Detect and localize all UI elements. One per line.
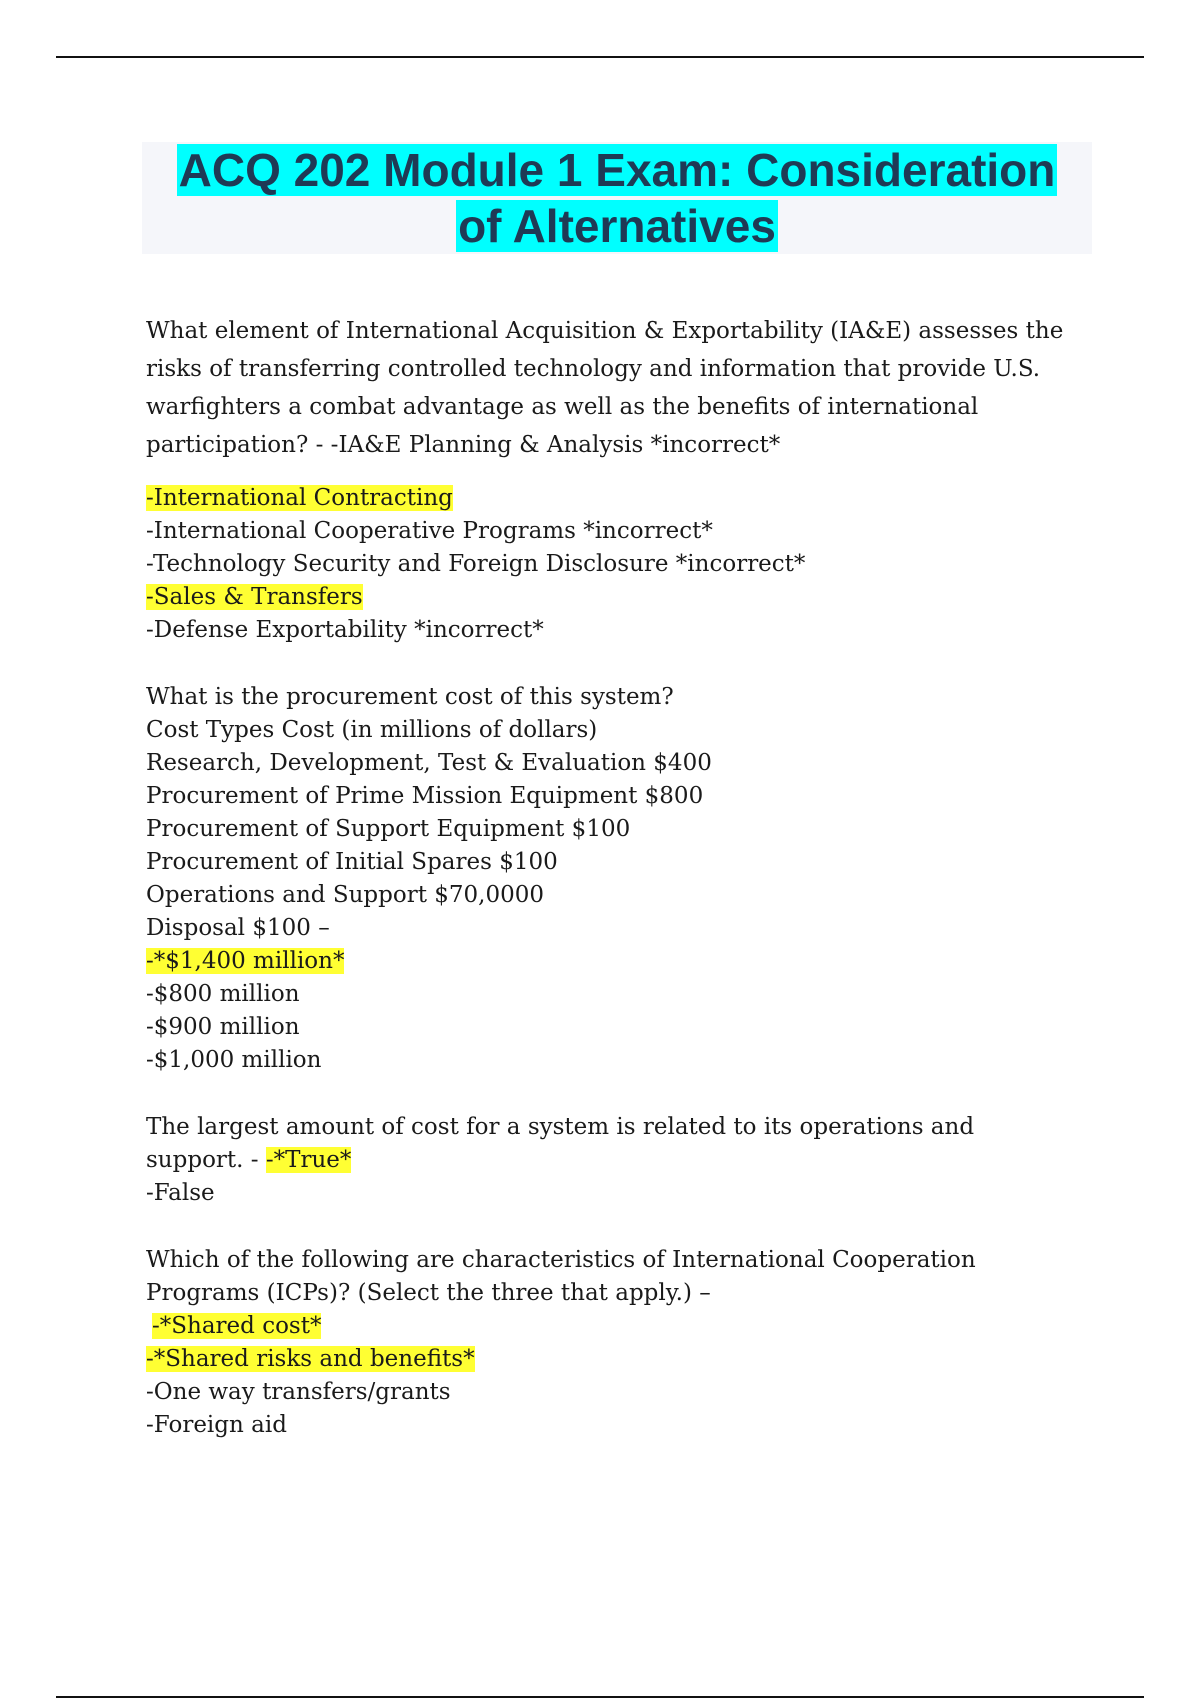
- question-1: [146, 312, 1096, 647]
- question-2-text: What is the procurement cost of this system?: [146, 684, 674, 710]
- q1-option: -International Cooperative Programs *incorrect*: [146, 518, 713, 544]
- question-3: [146, 1111, 1096, 1210]
- q4-option-correct: -*Shared risks and benefits*: [146, 1346, 475, 1372]
- page-title: [142, 142, 1092, 254]
- cost-row: Research, Development, Test & Evaluation $400: [146, 750, 712, 776]
- cost-row: Operations and Support $70,0000: [146, 882, 544, 908]
- cost-row: Procurement of Prime Mission Equipment $800: [146, 783, 704, 809]
- question-3-text: The largest amount of cost for a system is related to its operations and: [146, 1114, 975, 1140]
- cost-row: Procurement of Initial Spares $100: [146, 849, 558, 875]
- top-rule: [56, 56, 1144, 58]
- q1-option-correct: -Sales & Transfers: [146, 584, 363, 610]
- q1-option: -Defense Exportability *incorrect*: [146, 617, 544, 643]
- cost-row: Procurement of Support Equipment $100: [146, 816, 631, 842]
- cost-row: Disposal $100 –: [146, 915, 330, 941]
- q4-option: -One way transfers/grants: [146, 1379, 451, 1405]
- q4-option-correct: -*Shared cost*: [152, 1313, 322, 1339]
- question-2: [146, 681, 1096, 1077]
- title-line-2: of Alternatives: [458, 200, 776, 252]
- q3-answer-correct: -*True*: [265, 1147, 352, 1173]
- bottom-rule: [56, 1696, 1144, 1698]
- q3-option: -False: [146, 1180, 215, 1206]
- cost-table-header: Cost Types Cost (in millions of dollars): [146, 717, 598, 743]
- q2-option: -$800 million: [146, 981, 300, 1007]
- question-1-text: What element of International Acquisition & Exportability (IA&E) assesses the risks of transferring controlled technology and information that provide U.S. warfighters a combat advantage as well as the benefits of international participation? - -IA&E Planning & Analysis *incorrect*: [146, 318, 1064, 458]
- question-4: [146, 1244, 1096, 1442]
- q2-option: -$1,000 million: [146, 1047, 322, 1073]
- q1-option-correct: -International Contracting: [146, 485, 453, 511]
- title-line-1: ACQ 202 Module 1 Exam: Consideration: [178, 144, 1056, 196]
- q1-option: -Technology Security and Foreign Disclosure *incorrect*: [146, 551, 806, 577]
- document-body: [146, 312, 1096, 1442]
- question-3-text-cont: support. -: [146, 1147, 259, 1173]
- q4-option: -Foreign aid: [146, 1412, 287, 1438]
- question-4-text: Which of the following are characteristics of International Cooperation: [146, 1247, 976, 1273]
- question-4-text-cont: Programs (ICPs)? (Select the three that apply.) –: [146, 1280, 711, 1306]
- q2-option: -$900 million: [146, 1014, 300, 1040]
- q2-option-correct: -*$1,400 million*: [146, 948, 345, 974]
